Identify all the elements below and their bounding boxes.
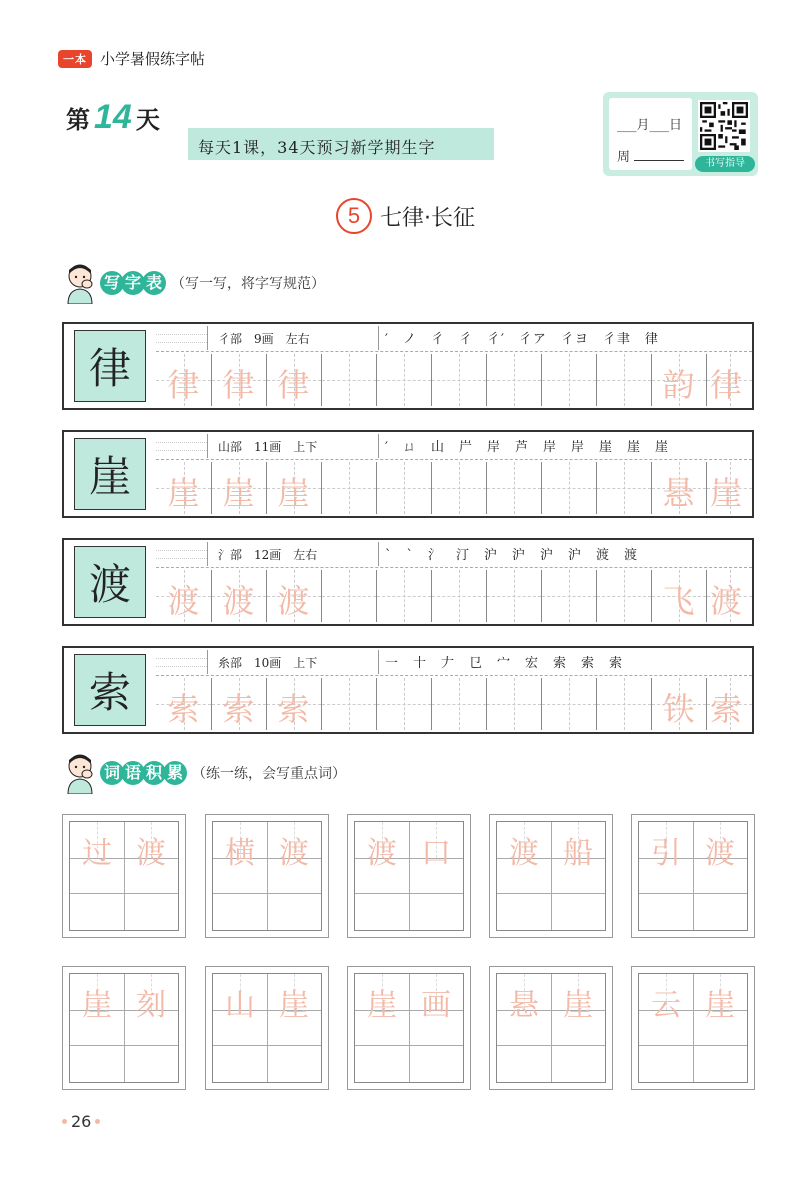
practice-cell[interactable] [596,354,651,406]
practice-cell[interactable] [321,354,376,406]
trace-character: 律 [277,366,310,404]
practice-cell[interactable] [376,354,431,406]
model-character: 索 [74,654,146,726]
trace-character: 崖 [167,474,200,512]
date-inner [609,98,692,170]
word-grid [354,821,464,931]
practice-cell[interactable] [541,678,596,730]
character-row [62,430,754,518]
practice-grid [156,462,752,514]
practice-cell[interactable] [431,462,486,514]
word-grid [69,973,179,1083]
trace-character: 律 [167,366,200,404]
word-trace-character: 刻 [136,988,166,1023]
date-line: ___月___日 [617,118,683,133]
practice-cell[interactable] [541,570,596,622]
practice-cell[interactable] [486,354,541,406]
trace-character: 索 [222,690,255,728]
practice-cell[interactable] [321,678,376,730]
word-grid [638,821,748,931]
practice-cell[interactable] [321,462,376,514]
radical-stroke-info: 氵部 12画 左右 [218,548,318,562]
practice-grid [156,678,752,730]
dot-icon [95,1119,100,1124]
character-row [62,322,754,410]
trace-character: 律 [222,366,255,404]
practice-cell[interactable] [596,678,651,730]
word-trace-character: 引 [651,836,681,871]
stroke-order-box [378,650,752,674]
pinyin-box[interactable] [156,434,208,458]
practice-cell[interactable] [376,678,431,730]
word-grid [638,973,748,1083]
pinyin-box[interactable] [156,542,208,566]
section2-label [100,761,184,785]
section-word-practice [62,752,346,794]
section1-char: 写 [100,271,124,295]
word-character: 崖 [709,474,742,512]
word-trace-character: 渡 [705,836,735,871]
word-trace-character: 云 [651,988,681,1023]
word-trace-character: 渡 [279,836,309,871]
writing-guide-label: 书写指导 [695,156,755,172]
pinyin-box[interactable] [156,326,208,350]
character-row [62,646,754,734]
practice-cell[interactable] [486,678,541,730]
section2-char: 词 [100,761,124,785]
page-number-text: 26 [71,1112,92,1131]
lesson-heading [336,198,475,234]
pinyin-band [156,326,752,352]
section-write-table [62,262,325,304]
model-character: 崖 [74,438,146,510]
word-practice-box[interactable] [347,966,471,1090]
practice-cell[interactable] [596,570,651,622]
practice-cell[interactable] [486,570,541,622]
trace-character: 索 [277,690,310,728]
word-trace-character: 口 [421,836,451,871]
word-character: 索 [709,690,742,728]
section1-char: 表 [142,271,166,295]
word-character: 铁 [662,690,695,728]
stroke-order: ′ ㄩ 山 屵 岸 芦 岸 岸 崖 崖 崖 [385,440,669,455]
practice-grid [156,354,752,406]
word-practice-box[interactable] [205,814,329,938]
trace-character: 崖 [277,474,310,512]
day-number: 14 [94,98,132,136]
word-practice-box[interactable] [489,814,613,938]
model-character: 律 [74,330,146,402]
pinyin-box[interactable] [156,650,208,674]
student-icon [62,752,98,794]
qr-code-icon[interactable] [698,100,750,152]
stroke-order-box [378,326,752,350]
practice-cell[interactable] [431,354,486,406]
page-number [62,1112,100,1131]
word-character: 渡 [709,582,742,620]
word-practice-box[interactable] [631,814,755,938]
brand-logo: 一本 [58,50,92,68]
word-trace-character: 山 [225,988,255,1023]
practice-cell[interactable] [376,462,431,514]
word-trace-character: 过 [82,836,112,871]
practice-cell[interactable] [596,462,651,514]
word-trace-character: 悬 [509,988,539,1023]
word-grid [354,973,464,1083]
section2-char: 积 [142,761,166,785]
practice-cell[interactable] [376,570,431,622]
date-box [603,92,758,176]
lesson-title: 七律·长征 [380,205,475,231]
word-character: 律 [709,366,742,404]
trace-character: 索 [167,690,200,728]
word-character: 飞 [662,582,695,620]
practice-cell[interactable] [486,462,541,514]
word-character: 韵 [662,366,695,404]
model-character: 渡 [74,546,146,618]
stroke-order-box [378,542,752,566]
pinyin-band [156,542,752,568]
word-trace-character: 崖 [367,988,397,1023]
word-grid [212,821,322,931]
day-title [66,98,160,137]
word-grid [212,973,322,1083]
word-trace-character: 画 [421,988,451,1023]
week-label: 周 [617,150,631,165]
student-icon [62,262,98,304]
word-trace-character: 渡 [367,836,397,871]
lesson-number: 5 [336,198,372,234]
practice-cell[interactable] [431,678,486,730]
word-practice-box[interactable] [205,966,329,1090]
stroke-order-box [378,434,752,458]
trace-character: 崖 [222,474,255,512]
word-grid [69,821,179,931]
word-practice-box[interactable] [631,966,755,1090]
practice-cell[interactable] [321,570,376,622]
practice-cell[interactable] [431,570,486,622]
section2-char: 累 [163,761,187,785]
pinyin-band [156,434,752,460]
word-trace-character: 崖 [705,988,735,1023]
word-practice-box[interactable] [347,814,471,938]
word-trace-character: 横 [225,836,255,871]
week-line [617,146,684,165]
radical-stroke-info: 糸部 10画 上下 [218,656,318,670]
word-grid [496,821,606,931]
pinyin-band [156,650,752,676]
day-suffix: 天 [135,106,160,134]
radical-stroke-info: 彳部 9画 左右 [218,332,310,346]
radical-stroke-info: 山部 11画 上下 [218,440,318,454]
trace-character: 渡 [222,582,255,620]
section2-note: （练一练，会写重点词） [192,766,346,782]
word-practice-box[interactable] [62,966,186,1090]
trace-character: 渡 [277,582,310,620]
word-trace-character: 崖 [563,988,593,1023]
practice-grid [156,570,752,622]
section2-char: 语 [121,761,145,785]
word-character: 悬 [662,474,695,512]
section1-char: 字 [121,271,145,295]
word-practice-box[interactable] [489,966,613,1090]
word-trace-character: 渡 [509,836,539,871]
word-practice-box[interactable] [62,814,186,938]
day-prefix: 第 [66,106,90,134]
section1-note: （写一写，将字写规范） [171,276,325,292]
trace-character: 渡 [167,582,200,620]
practice-cell[interactable] [541,354,596,406]
word-trace-character: 崖 [82,988,112,1023]
word-trace-character: 船 [563,836,593,871]
practice-cell[interactable] [541,462,596,514]
day-subtitle: 每天1课，34天预习新学期生字 [188,128,494,160]
stroke-order: 一 十 𠂇 㔾 宀 宏 索 索 索 [385,656,624,671]
word-grid [496,973,606,1083]
section1-label [100,271,163,295]
brand [58,48,205,69]
character-row [62,538,754,626]
brand-title: 小学暑假练字帖 [100,50,206,68]
stroke-order: ′ ノ 彳 彳 彳′ 彳ア 彳ヨ 彳聿 律 [385,332,659,347]
stroke-order: ` ` 氵 汀 沪 沪 沪 沪 渡 渡 [385,548,639,563]
word-trace-character: 渡 [136,836,166,871]
dot-icon [62,1119,67,1124]
word-trace-character: 崖 [279,988,309,1023]
